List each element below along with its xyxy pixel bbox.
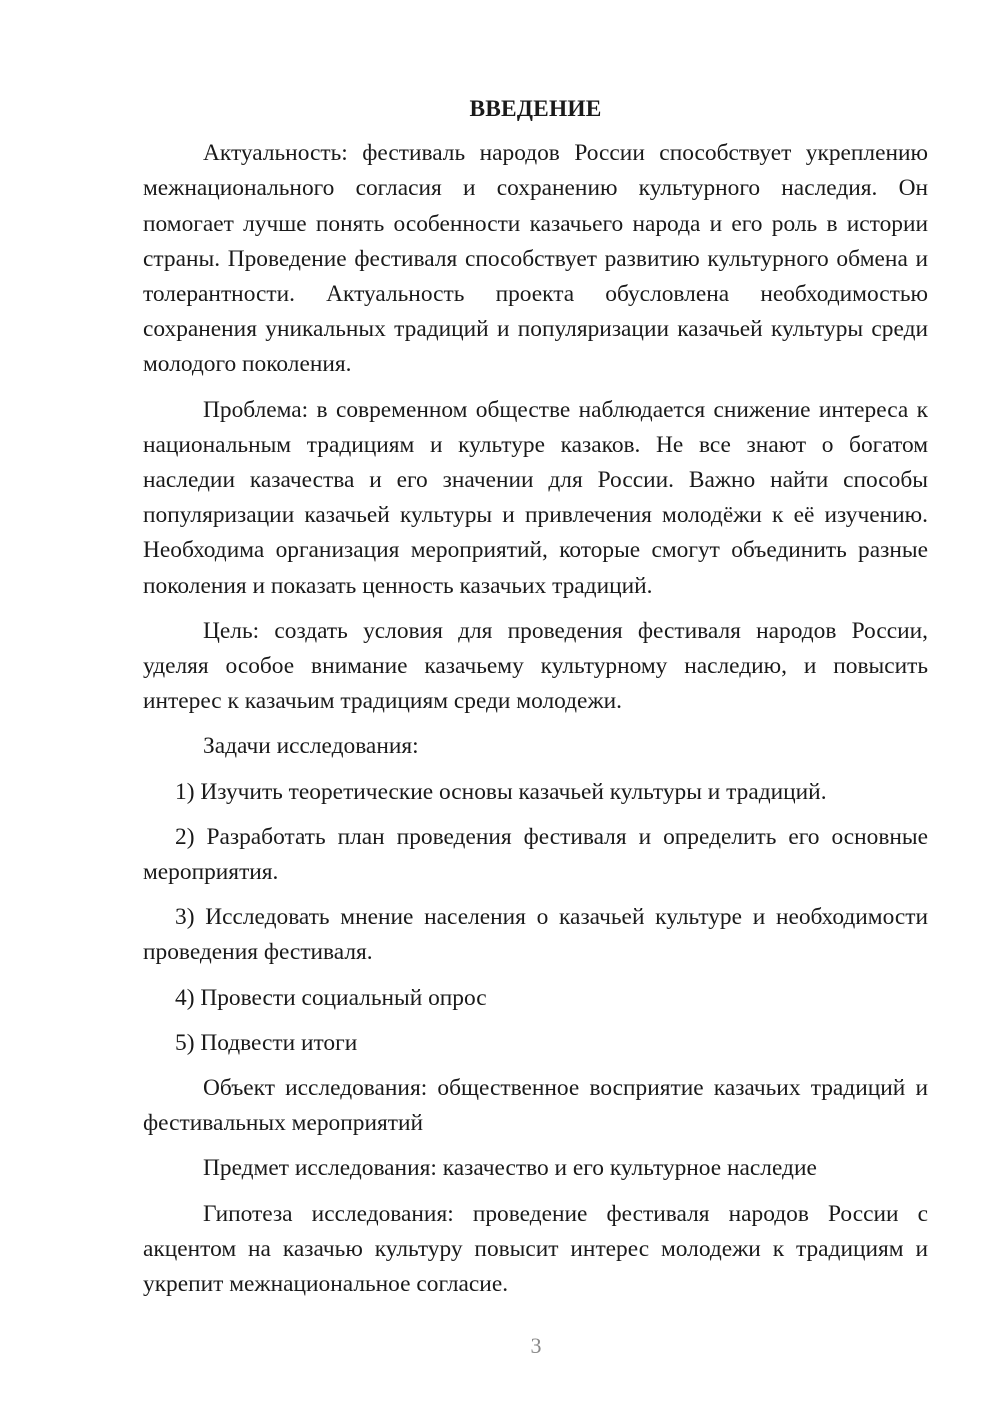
task-item: 5) Подвести итоги	[175, 1029, 358, 1056]
page-number: 3	[530, 1333, 542, 1358]
task-item: 4) Провести социальный опрос	[175, 984, 487, 1011]
paragraph-relevance: Актуальность: фестиваль народов России способствует укреплению межнационального согласия и сохранению культурного наследия. Он помогает лучше понять особенности казачьего народа и его роль в истории страны. Проведение фестиваля способствует развитию культурного обмена и толерантности. Актуальность проекта обусловлена необходимостью сохранения уникальных традиций и популяризации казачьей культуры среди молодого поколения.	[143, 140, 928, 378]
paragraph-goal: Цель: создать условия для проведения фестиваля народов России, уделяя особое внимание казачьему культурному наследию, и повысить интерес к казачьим традициям среди молодежи.	[143, 617, 928, 715]
section-heading: ВВЕДЕНИЕ	[469, 96, 602, 122]
task-item: 3) Исследовать мнение населения о казачьей культуре и необходимости проведения фестиваля.	[143, 904, 928, 966]
paragraph-subject: Предмет исследования: казачество и его культурное наследие	[203, 1155, 817, 1182]
paragraph-hypothesis: Гипотеза исследования: проведение фестиваля народов России с акцентом на казачью культуру повысит интерес молодежи к традициям и укрепит межнациональное согласие.	[143, 1200, 928, 1298]
paragraph-object: Объект исследования: общественное восприятие казачьих традиций и фестивальных мероприятий	[143, 1075, 928, 1137]
tasks-heading: Задачи исследования:	[203, 733, 419, 760]
paragraph-problem: Проблема: в современном обществе наблюдается снижение интереса к национальным традициям и культуре казаков. Не все знают о богатом наследии казачества и его значении для России. Важно найти способы популяризации казачьей культуры и привлечения молодёжи к её изучению. Необходима организация мероприятий, которые смогут объединить разные поколения и показать ценность казачьих традиций.	[143, 396, 928, 599]
task-item: 2) Разработать план проведения фестиваля и определить его основные мероприятия.	[143, 823, 928, 886]
page-content	[143, 92, 928, 1312]
task-item: 1) Изучить теоретические основы казачьей культуры и традиций.	[175, 778, 827, 805]
